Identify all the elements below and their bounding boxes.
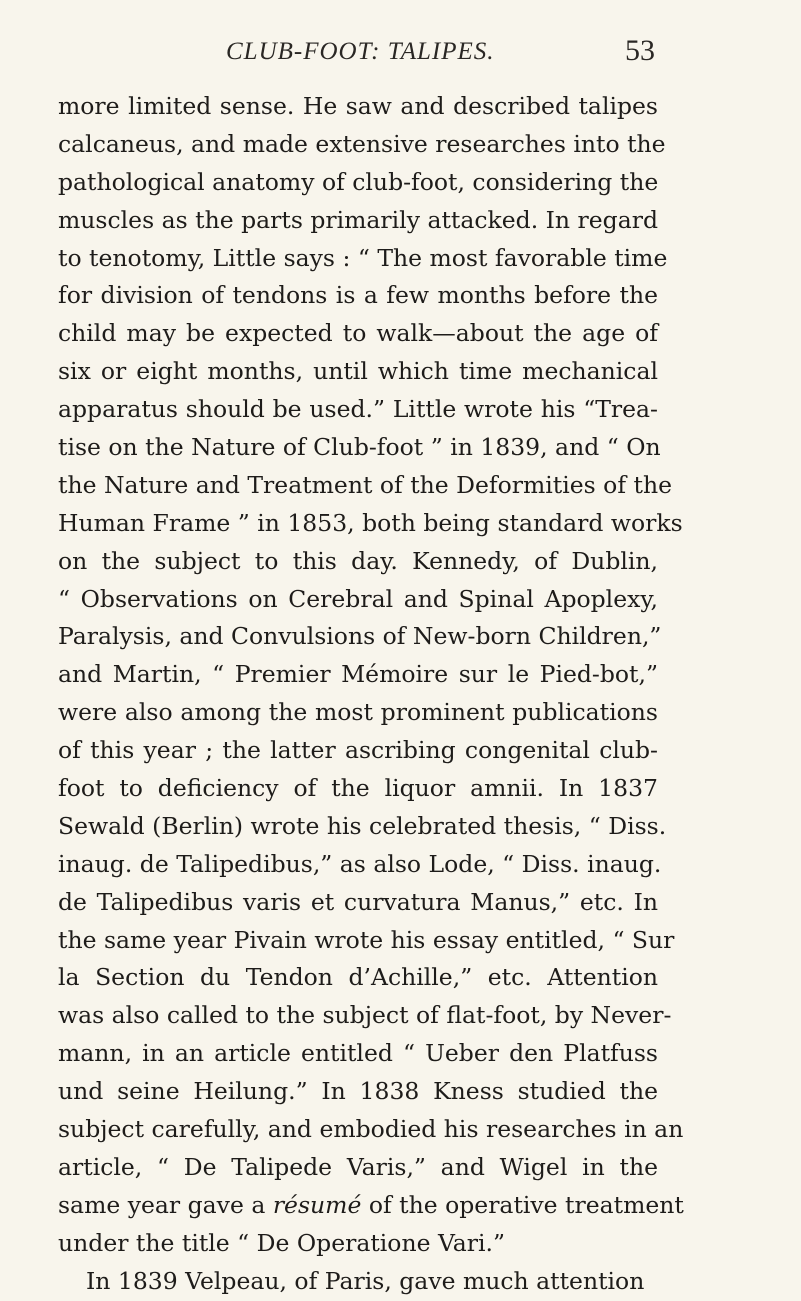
text-line: the Nature and Treatment of the Deformities of the: [58, 470, 672, 499]
text-line: Paralysis, and Convulsions of New-born Children,”: [58, 622, 662, 651]
text-line: apparatus should be used.” Little wrote his “Trea-: [58, 395, 658, 424]
text-line-paragraph-start: In 1839 Velpeau, of Paris, gave much attention: [86, 1266, 645, 1295]
text-line: inaug. de Talipedibus,” as also Lode, “ Diss. inaug.: [58, 849, 662, 878]
text-line: foot to deficiency of the liquor amnii. In 1837: [58, 774, 658, 803]
page-number: 53: [625, 34, 655, 67]
text-line: calcaneus, and made extensive researches into the: [58, 129, 666, 158]
text-line: was also called to the subject of flat-foot, by Never-: [58, 1001, 672, 1030]
text-run: of the operative treatment: [361, 1190, 684, 1219]
text-line: “ Observations on Cerebral and Spinal Apoplexy,: [58, 584, 658, 613]
text-line: subject carefully, and embodied his researches in an: [58, 1115, 684, 1144]
text-line: on the subject to this day. Kennedy, of Dublin,: [58, 546, 658, 575]
text-line: for division of tendons is a few months before the: [58, 281, 658, 310]
text-line-paragraph-end: under the title “ De Operatione Vari.”: [58, 1228, 506, 1257]
text-line: muscles as the parts primarily attacked. In regard: [58, 205, 659, 234]
text-line: mann, in an article entitled “ Ueber den Platfuss: [58, 1039, 658, 1068]
text-line: la Section du Tendon d’Achille,” etc. Attention: [58, 963, 658, 992]
text-line: were also among the most prominent publications: [58, 698, 658, 727]
body-text: [58, 88, 684, 1301]
text-line: de Talipedibus varis et curvatura Manus,” etc. In: [58, 887, 658, 916]
running-title: CLUB-FOOT: TALIPES.: [226, 38, 495, 65]
text-line-with-italic: [58, 1187, 684, 1225]
italic-word: résumé: [272, 1190, 362, 1219]
text-line: tise on the Nature of Club-foot ” in 1839, and “ On: [58, 433, 661, 462]
text-run: same year gave a: [58, 1190, 273, 1219]
text-line: und seine Heilung.” In 1838 Kness studied the: [58, 1077, 658, 1106]
text-line: article, “ De Talipede Varis,” and Wigel in the: [58, 1152, 658, 1181]
text-line: pathological anatomy of club-foot, considering the: [58, 167, 659, 196]
text-line: six or eight months, until which time mechanical: [58, 357, 658, 386]
text-line: Sewald (Berlin) wrote his celebrated thesis, “ Diss.: [58, 811, 667, 840]
text-line: to tenotomy, Little says : “ The most favorable time: [58, 243, 668, 272]
text-line: the same year Pivain wrote his essay entitled, “ Sur: [58, 925, 675, 954]
text-line: child may be expected to walk—about the age of: [58, 319, 658, 348]
text-line: Human Frame ” in 1853, both being standard works: [58, 508, 683, 537]
text-line: more limited sense. He saw and described talipes: [58, 92, 658, 120]
text-line: and Martin, “ Premier Mémoire sur le Pied-bot,”: [58, 660, 658, 689]
text-line: of this year ; the latter ascribing congenital club-: [58, 736, 658, 765]
